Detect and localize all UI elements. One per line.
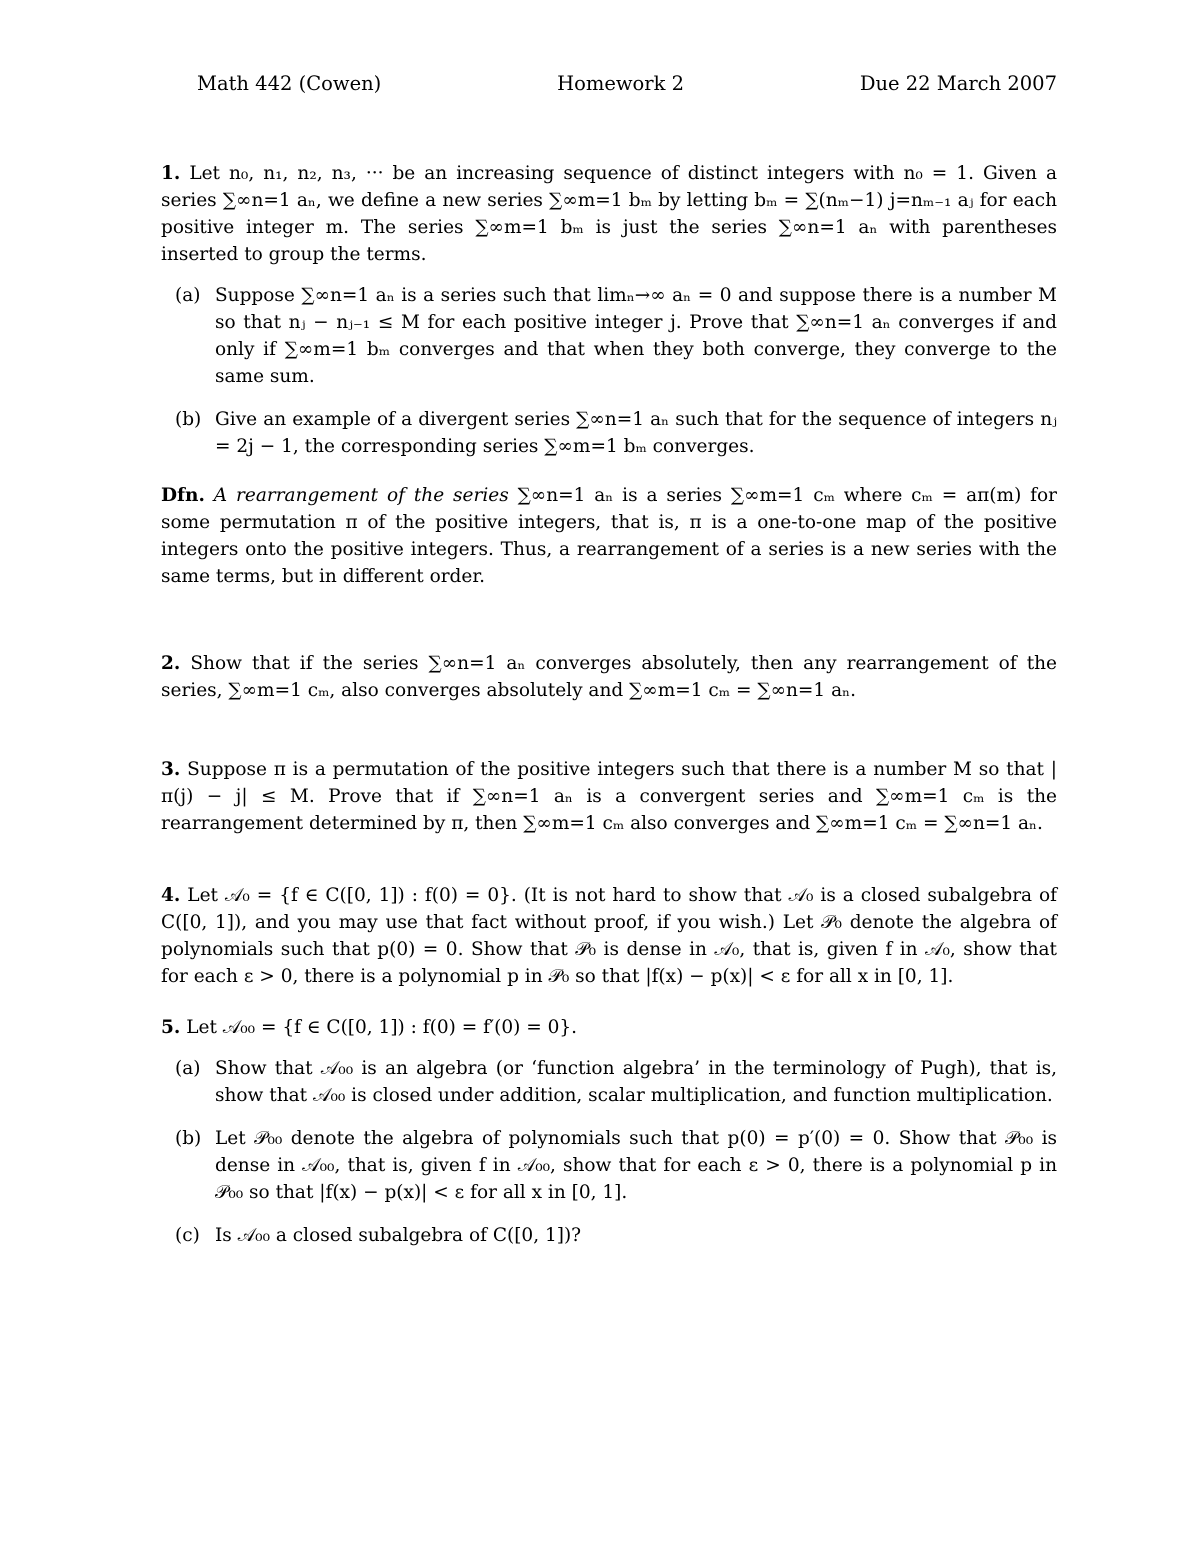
definition-term: A rearrangement of the series <box>213 485 509 506</box>
problem-2-text <box>161 650 1057 704</box>
problem-3-number: 3. <box>161 759 181 780</box>
page-header <box>197 72 1057 95</box>
problem-5 <box>161 1014 1057 1249</box>
problem-5-part-c <box>161 1222 1057 1249</box>
homework-title: Homework 2 <box>557 72 685 95</box>
problem-5-number: 5. <box>161 1017 181 1038</box>
part-text: Is 𝒜₀₀ a closed subalgebra of C([0, 1])? <box>215 1225 582 1246</box>
due-date: Due 22 March 2007 <box>859 72 1057 95</box>
problem-4-text <box>161 882 1057 990</box>
part-text: Suppose ∑∞n=1 aₙ is a series such that limₙ→∞ aₙ = 0 and suppose there is a number M so that nⱼ − nⱼ₋₁ ≤ M for each positive integer j. Prove that ∑∞n=1 aₙ converges if and only if ∑∞m=1 bₘ converges and that when they both converge, they converge to the same sum. <box>215 285 1057 387</box>
problem-4-body: Let 𝒜₀ = {f ∈ C([0, 1]) : f(0) = 0}. (It is not hard to show that 𝒜₀ is a closed subalgebra of C([0, 1]), and you may use that fact without proof, if you wish.) Let 𝒫₀ denote the algebra of polynomials such that p(0) = 0. Show that 𝒫₀ is dense in 𝒜₀, that is, given f in 𝒜₀, show that for each ε > 0, there is a polynomial p in 𝒫₀ so that |f(x) − p(x)| < ε for all x in [0, 1]. <box>161 885 1057 987</box>
problem-3-text <box>161 756 1057 837</box>
part-label: (b) <box>175 1128 202 1149</box>
part-text: Let 𝒫₀₀ denote the algebra of polynomials such that p(0) = p′(0) = 0. Show that 𝒫₀₀ is dense in 𝒜₀₀, that is, given f in 𝒜₀₀, show that for each ε > 0, there is a polynomial p in 𝒫₀₀ so that |f(x) − p(x)| < ε for all x in [0, 1]. <box>215 1128 1057 1203</box>
problem-5-part-b <box>161 1125 1057 1206</box>
problem-2-number: 2. <box>161 653 181 674</box>
problem-2-body: Show that if the series ∑∞n=1 aₙ converges absolutely, then any rearrangement of the series, ∑∞m=1 cₘ, also converges absolutely and ∑∞m=1 cₘ = ∑∞n=1 aₙ. <box>161 653 1057 701</box>
problem-1-text <box>161 160 1057 268</box>
problem-2 <box>161 650 1057 704</box>
problem-1-part-a <box>161 282 1057 390</box>
part-text: Give an example of a divergent series ∑∞n=1 aₙ such that for the sequence of integers nⱼ = 2j − 1, the corresponding series ∑∞m=1 bₘ converges. <box>215 409 1057 457</box>
definition-body: ∑∞n=1 aₙ is a series ∑∞m=1 cₘ where cₘ = aπ(m) for some permutation π of the positive integers, that is, π is a one-to-one map of the positive integers onto the positive integers. Thus, a rearrangement of a series is a new series with the same terms, but in different order. <box>161 485 1057 587</box>
part-label: (a) <box>175 285 201 306</box>
problem-4-number: 4. <box>161 885 181 906</box>
problem-5-body: Let 𝒜₀₀ = {f ∈ C([0, 1]) : f(0) = f′(0) = 0}. <box>186 1017 578 1038</box>
part-label: (a) <box>175 1058 201 1079</box>
problem-5-text <box>161 1014 1057 1041</box>
problem-5-part-a <box>161 1055 1057 1109</box>
problem-5-parts <box>161 1055 1057 1249</box>
part-text: Show that 𝒜₀₀ is an algebra (or ‘function algebra’ in the terminology of Pugh), that is, show that 𝒜₀₀ is closed under addition, scalar multiplication, and function multiplication. <box>215 1058 1057 1106</box>
problem-1 <box>161 160 1057 460</box>
part-label: (b) <box>175 409 202 430</box>
problem-4 <box>161 882 1057 990</box>
problem-3-body: Suppose π is a permutation of the positive integers such that there is a number M so that |π(j) − j| ≤ M. Prove that if ∑∞n=1 aₙ is a convergent series and ∑∞m=1 cₘ is the rearrangement determined by π, then ∑∞m=1 cₘ also converges and ∑∞m=1 cₘ = ∑∞n=1 aₙ. <box>161 759 1057 834</box>
problem-1-body: Let n₀, n₁, n₂, n₃, ··· be an increasing sequence of distinct integers with n₀ = 1. Given a series ∑∞n=1 aₙ, we define a new series ∑∞m=1 bₘ by letting bₘ = ∑(nₘ−1) j=nₘ₋₁ aⱼ for each positive integer m. The series ∑∞m=1 bₘ is just the series ∑∞n=1 aₙ with parentheses inserted to group the terms. <box>161 163 1057 265</box>
definition-rearrangement <box>161 482 1057 590</box>
definition-text <box>161 482 1057 590</box>
definition-label: Dfn. <box>161 485 205 506</box>
problem-3 <box>161 756 1057 837</box>
problem-1-number: 1. <box>161 163 181 184</box>
course-label: Math 442 (Cowen) <box>197 72 382 95</box>
part-label: (c) <box>175 1225 200 1246</box>
problem-1-parts <box>161 282 1057 460</box>
problem-1-part-b <box>161 406 1057 460</box>
